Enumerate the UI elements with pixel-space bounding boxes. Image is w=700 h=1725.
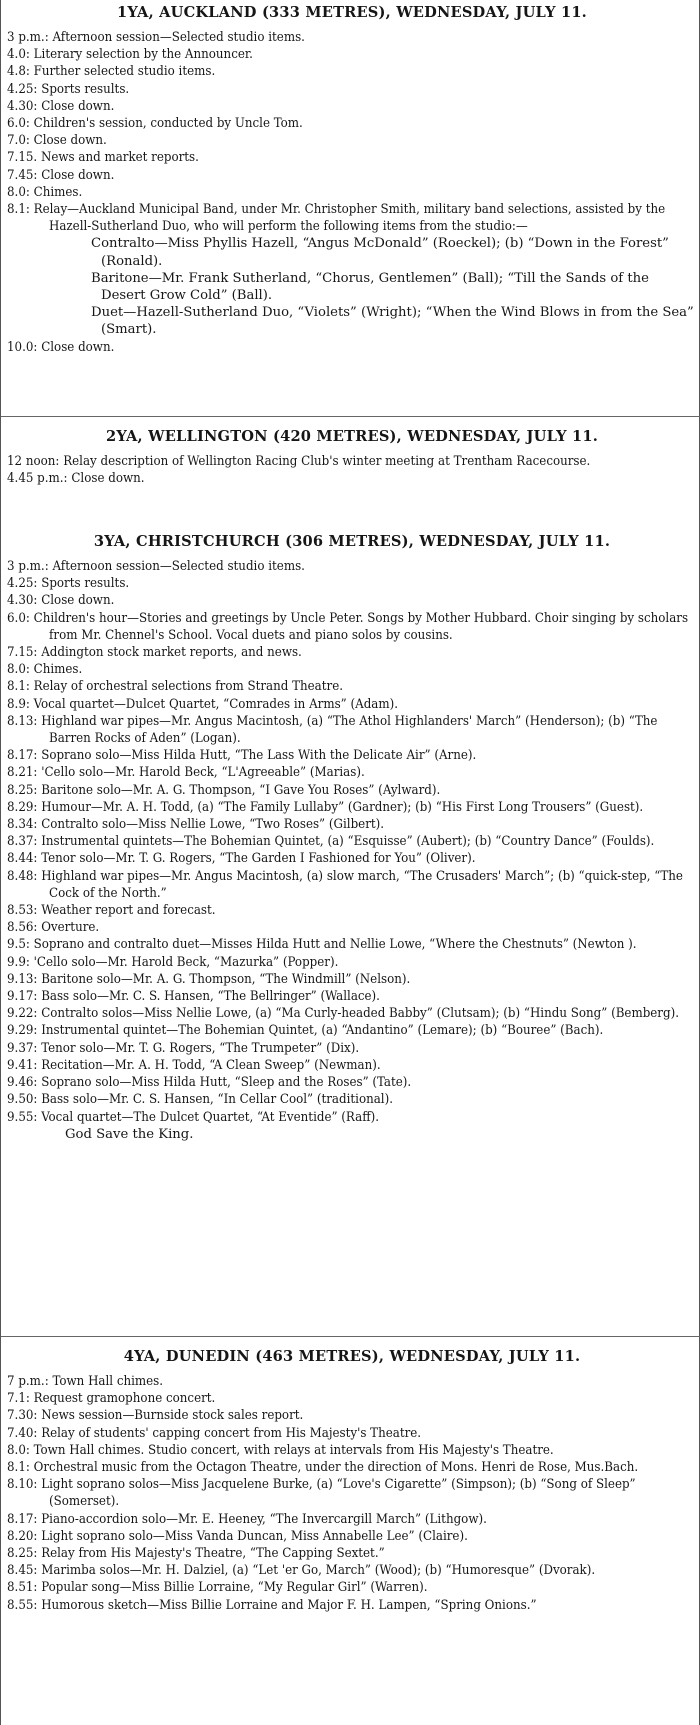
entry-time: 7.1: xyxy=(7,1391,30,1407)
entry-text: Bass solo—Mr. C. S. Hansen, “The Bellringer” (Wallace). xyxy=(41,989,380,1005)
program-entry xyxy=(7,470,697,487)
program-list xyxy=(7,558,697,1143)
entry-time: 8.21: xyxy=(7,765,38,781)
entry-time: 10.0: xyxy=(7,339,38,355)
entry-time: 8.0: xyxy=(7,1442,30,1458)
program-entry xyxy=(7,713,697,747)
entry-time: 8.17: xyxy=(7,1511,38,1527)
entry-text: Weather report and forecast. xyxy=(41,903,216,919)
entry-text: Humour—Mr. A. H. Todd, (a) “The Family Lullaby” (Gardner); (b) “His First Long Trousers” (Guest). xyxy=(41,799,644,815)
program-entry xyxy=(7,610,697,644)
entry-text: Recitation—Mr. A. H. Todd, “A Clean Sweep” (Newman). xyxy=(41,1057,381,1073)
program-entry xyxy=(7,644,697,661)
entry-text: Addington stock market reports, and news. xyxy=(41,645,302,661)
entry-time: 8.51: xyxy=(7,1580,38,1596)
program-entry xyxy=(7,149,697,166)
program-list xyxy=(7,1373,697,1614)
program-entry xyxy=(7,184,697,201)
entry-time: 4.25: xyxy=(7,576,38,592)
entry-time: 4.25: xyxy=(7,81,38,97)
entry-text: Light soprano solos—Miss Jacquelene Burke, (a) “Love's Cigarette” (Simpson); (b) “Song of Sleep” (Somerset). xyxy=(41,1477,636,1510)
entry-time: 8.0: xyxy=(7,184,30,200)
program-entry xyxy=(7,98,697,115)
entry-time: 8.9: xyxy=(7,696,30,712)
program-entry xyxy=(7,132,697,149)
program-entry xyxy=(7,850,697,867)
entry-text: Orchestral music from the Octagon Theatre, under the direction of Mons. Henri de Rose, Mus.Bach. xyxy=(33,1460,639,1476)
entry-time: 9.41: xyxy=(7,1057,38,1073)
entry-time: 3 p.m.: xyxy=(7,30,49,45)
entry-time: 3 p.m.: xyxy=(7,559,49,574)
program-sub-item: Duet—Hazell-Sutherland Duo, “Violets” (Wright); “When the Wind Blows in from the Sea” (Smart). xyxy=(91,305,694,338)
entry-text: Light soprano solo—Miss Vanda Duncan, Miss Annabelle Lee” (Claire). xyxy=(41,1528,468,1544)
entry-text: Bass solo—Mr. C. S. Hansen, “In Cellar Cool” (traditional). xyxy=(41,1092,393,1108)
entry-time: 4.0: xyxy=(7,47,30,63)
entry-time: 9.46: xyxy=(7,1075,38,1091)
program-entry xyxy=(7,63,697,80)
station-heading: 3YA, CHRISTCHURCH (306 METRES), WEDNESDAY, JULY 11. xyxy=(93,533,611,550)
entry-text: Close down. xyxy=(41,167,115,183)
program-entry xyxy=(7,558,697,575)
entry-text: Afternoon session—Selected studio items. xyxy=(52,559,305,574)
entry-text: Children's hour—Stories and greetings by Uncle Peter. Songs by Mother Hubbard. Choir singing by scholars from Mr. Chennel's School. Vocal duets and piano solos by cousins. xyxy=(33,610,689,643)
program-entry xyxy=(7,1528,697,1545)
program-entry xyxy=(7,816,697,833)
program-entry xyxy=(7,919,697,936)
entry-time: 7.15: xyxy=(7,645,38,661)
entry-text: Vocal quartet—Dulcet Quartet, “Comrades in Arms” (Adam). xyxy=(33,696,399,712)
entry-time: 8.0: xyxy=(7,662,30,678)
station-4ya xyxy=(7,1348,697,1614)
program-entry xyxy=(7,833,697,850)
entry-time: 6.0: xyxy=(7,116,30,132)
entry-text: Town Hall chimes. Studio concert, with relays at intervals from His Majesty's Theatre. xyxy=(33,1442,554,1458)
program-entry xyxy=(7,954,697,971)
entry-time: 9.9: xyxy=(7,954,30,970)
entry-time: 7.45: xyxy=(7,167,38,183)
program-entry xyxy=(7,782,697,799)
entry-time: 7.15. xyxy=(7,150,38,166)
entry-text: Close down. xyxy=(41,593,115,609)
entry-time: 8.25: xyxy=(7,1546,38,1562)
section-divider xyxy=(1,1336,700,1337)
program-entry xyxy=(7,868,697,902)
entry-time: 4.30: xyxy=(7,98,38,114)
entry-text: Vocal quartet—The Dulcet Quartet, “At Eventide” (Raff). xyxy=(41,1109,380,1125)
program-entry xyxy=(7,764,697,781)
program-entry xyxy=(7,799,697,816)
program-entry xyxy=(7,592,697,609)
entry-text: Marimba solos—Mr. H. Dalziel, (a) “Let 'er Go, March” (Wood); (b) “Humoresque” (Dvorak). xyxy=(41,1563,596,1579)
program-entry xyxy=(7,1597,697,1614)
program-entry xyxy=(7,1074,697,1091)
entry-text: Instrumental quintets—The Bohemian Quintet, (a) “Esquisse” (Aubert); (b) “Country Dance” (Foulds). xyxy=(41,834,655,850)
entry-time: 8.34: xyxy=(7,817,38,833)
entry-time: 7.40: xyxy=(7,1425,38,1441)
entry-text: Afternoon session—Selected studio items. xyxy=(52,30,305,45)
program-entry xyxy=(7,661,697,678)
program-entry xyxy=(7,167,697,184)
entry-time: 8.29: xyxy=(7,799,38,815)
program-entry xyxy=(7,1425,697,1442)
program-entry xyxy=(7,339,697,356)
entry-time: 9.13: xyxy=(7,971,38,987)
entry-text: Request gramophone concert. xyxy=(33,1391,216,1407)
entry-text: Children's session, conducted by Uncle Tom. xyxy=(33,116,303,132)
entry-text: Relay of orchestral selections from Strand Theatre. xyxy=(33,679,343,695)
program-entry xyxy=(7,1373,697,1390)
program-entry xyxy=(7,696,697,713)
entry-text: Highland war pipes—Mr. Angus Macintosh, (a) slow march, “The Crusaders' March”; (b) “quick-step, “The Cock of the North.” xyxy=(41,868,683,901)
entry-text: Soprano solo—Miss Hilda Hutt, “The Lass With the Delicate Air” (Arne). xyxy=(41,748,477,764)
program-entry xyxy=(7,29,697,46)
program-entry xyxy=(7,115,697,132)
entry-time: 9.5: xyxy=(7,937,30,953)
entry-time: 8.10: xyxy=(7,1477,38,1493)
entry-text: Highland war pipes—Mr. Angus Macintosh, (a) “The Athol Highlanders' March” (Henderson); (b) “The Barren Rocks of Aden” (Logan). xyxy=(41,713,658,747)
entry-text: Chimes. xyxy=(33,184,83,200)
entry-text: Overture. xyxy=(41,920,100,936)
entry-text: Relay description of Wellington Racing Club's winter meeting at Trentham Racecourse. xyxy=(63,454,591,469)
entry-time: 9.29: xyxy=(7,1023,38,1039)
station-1ya xyxy=(7,4,697,356)
entry-time: 8.1: xyxy=(7,202,30,218)
entry-text: Literary selection by the Announcer. xyxy=(33,47,253,63)
program-entry xyxy=(7,1407,697,1424)
entry-time: 4.30: xyxy=(7,593,38,609)
entry-text: Tenor solo—Mr. T. G. Rogers, “The Trumpeter” (Dix). xyxy=(41,1040,360,1056)
entry-time: 8.1: xyxy=(7,679,30,695)
entry-time: 9.50: xyxy=(7,1092,38,1108)
entry-text: Sports results. xyxy=(41,576,130,592)
entry-time: 8.48: xyxy=(7,868,38,884)
program-entry xyxy=(7,1057,697,1074)
entry-text: Close down. xyxy=(33,133,107,149)
program-sub-item: Contralto—Miss Phyllis Hazell, “Angus McDonald” (Roeckel); (b) “Down in the Forest” (Ronald). xyxy=(91,236,669,269)
entry-text: Soprano solo—Miss Hilda Hutt, “Sleep and the Roses” (Tate). xyxy=(41,1075,412,1091)
entry-text: Town Hall chimes. xyxy=(52,1374,164,1389)
entry-text: Close down. xyxy=(71,471,145,487)
program-entry xyxy=(7,1562,697,1579)
entry-time: 9.17: xyxy=(7,989,38,1005)
entry-time: 8.53: xyxy=(7,903,38,919)
entry-text: Humorous sketch—Miss Billie Lorraine and Major F. H. Lampen, “Spring Onions.” xyxy=(41,1597,537,1613)
entry-time: 8.45: xyxy=(7,1563,38,1579)
entry-time: 7 p.m.: xyxy=(7,1374,49,1389)
program-sub-item: Baritone—Mr. Frank Sutherland, “Chorus, Gentlemen” (Ball); “Till the Sands of the Desert Grow Cold” (Ball). xyxy=(91,270,649,304)
entry-text: Baritone solo—Mr. A. G. Thompson, “I Gave You Roses” (Aylward). xyxy=(41,782,441,798)
program-entry xyxy=(7,453,697,470)
entry-time: 9.55: xyxy=(7,1109,38,1125)
program-entry xyxy=(7,678,697,695)
entry-text: Relay from His Majesty's Theatre, “The Capping Sextet.” xyxy=(41,1546,385,1562)
program-entry xyxy=(7,1109,697,1126)
entry-text: Close down. xyxy=(41,98,115,114)
entry-text: Piano-accordion solo—Mr. E. Heeney, “The Invercargill March” (Lithgow). xyxy=(41,1511,487,1527)
entry-text: 'Cello solo—Mr. Harold Beck, “Mazurka” (Popper). xyxy=(33,954,339,970)
entry-time: 9.22: xyxy=(7,1006,38,1022)
entry-text: Relay—Auckland Municipal Band, under Mr. Christopher Smith, military band selections, assisted by the Hazell-Sutherland Duo, who will perform the following items from the studio:— xyxy=(33,202,666,235)
entry-text: Chimes. xyxy=(33,662,83,678)
entry-text: Close down. xyxy=(41,339,115,355)
program-entry xyxy=(7,1091,697,1108)
entry-time: 8.1: xyxy=(7,1460,30,1476)
program-entry xyxy=(7,1442,697,1459)
section-divider xyxy=(1,416,700,417)
program-entry xyxy=(7,1511,697,1528)
entry-text: Baritone solo—Mr. A. G. Thompson, “The Windmill” (Nelson). xyxy=(41,971,411,987)
program-entry xyxy=(7,902,697,919)
station-heading: 2YA, WELLINGTON (420 METRES), WEDNESDAY, JULY 11. xyxy=(106,428,598,445)
program-list xyxy=(7,453,697,487)
program-entry xyxy=(7,988,697,1005)
entry-text: Contralto solo—Miss Nellie Lowe, “Two Roses” (Gilbert). xyxy=(41,817,385,833)
entry-text: Soprano and contralto duet—Misses Hilda Hutt and Nellie Lowe, “Where the Chestnuts” (Newton ). xyxy=(33,937,637,953)
program-entry xyxy=(7,81,697,98)
station-3ya xyxy=(7,533,697,1143)
program-entry xyxy=(7,1040,697,1057)
program-entry xyxy=(7,971,697,988)
entry-time: 4.8: xyxy=(7,64,30,80)
program-entry xyxy=(7,747,697,764)
entry-time: 8.56: xyxy=(7,920,38,936)
program-list xyxy=(7,29,697,356)
program-entry xyxy=(7,575,697,592)
program-entry xyxy=(7,201,697,235)
entry-time: 9.37: xyxy=(7,1040,38,1056)
entry-time: 8.37: xyxy=(7,834,38,850)
entry-time: 8.20: xyxy=(7,1528,38,1544)
entry-text: Relay of students' capping concert from His Majesty's Theatre. xyxy=(41,1425,422,1441)
program-entry xyxy=(7,1022,697,1039)
entry-text: 'Cello solo—Mr. Harold Beck, “L'Agreeable” (Marias). xyxy=(41,765,365,781)
station-2ya xyxy=(7,428,697,487)
entry-text: Contralto solos—Miss Nellie Lowe, (a) “Ma Curly-headed Babby” (Clutsam); (b) “Hindu Song” (Bemberg). xyxy=(41,1006,679,1022)
program-entry xyxy=(7,1005,697,1022)
entry-time: 7.30: xyxy=(7,1408,38,1424)
program-entry xyxy=(7,46,697,63)
entry-text: Instrumental quintet—The Bohemian Quintet, (a) “Andantino” (Lemare); (b) “Bouree” (Bach). xyxy=(41,1023,604,1039)
entry-text: Further selected studio items. xyxy=(33,64,216,80)
entry-time: 8.17: xyxy=(7,748,38,764)
entry-time: 8.13: xyxy=(7,713,38,729)
entry-time: 8.44: xyxy=(7,851,38,867)
entry-time: 8.55: xyxy=(7,1597,38,1613)
entry-text: Tenor solo—Mr. T. G. Rogers, “The Garden I Fashioned for You” (Oliver). xyxy=(41,851,476,867)
closing-anthem: God Save the King. xyxy=(65,1126,194,1142)
program-entry xyxy=(7,1459,697,1476)
entry-text: News and market reports. xyxy=(40,150,199,166)
entry-time: 7.0: xyxy=(7,133,30,149)
program-entry xyxy=(7,1390,697,1407)
station-heading: 4YA, DUNEDIN (463 METRES), WEDNESDAY, JULY 11. xyxy=(123,1348,581,1365)
entry-text: Sports results. xyxy=(41,81,130,97)
program-entry xyxy=(7,1476,697,1510)
entry-time: 6.0: xyxy=(7,610,30,626)
program-entry xyxy=(7,936,697,953)
station-heading: 1YA, AUCKLAND (333 METRES), WEDNESDAY, JULY 11. xyxy=(117,4,587,21)
entry-time: 12 noon: xyxy=(7,454,60,469)
entry-text: Popular song—Miss Billie Lorraine, “My Regular Girl” (Warren). xyxy=(41,1580,428,1596)
entry-text: News session—Burnside stock sales report. xyxy=(41,1408,304,1424)
program-entry xyxy=(7,1579,697,1596)
entry-time: 4.45 p.m.: xyxy=(7,471,68,487)
program-entry xyxy=(7,1545,697,1562)
entry-time: 8.25: xyxy=(7,782,38,798)
